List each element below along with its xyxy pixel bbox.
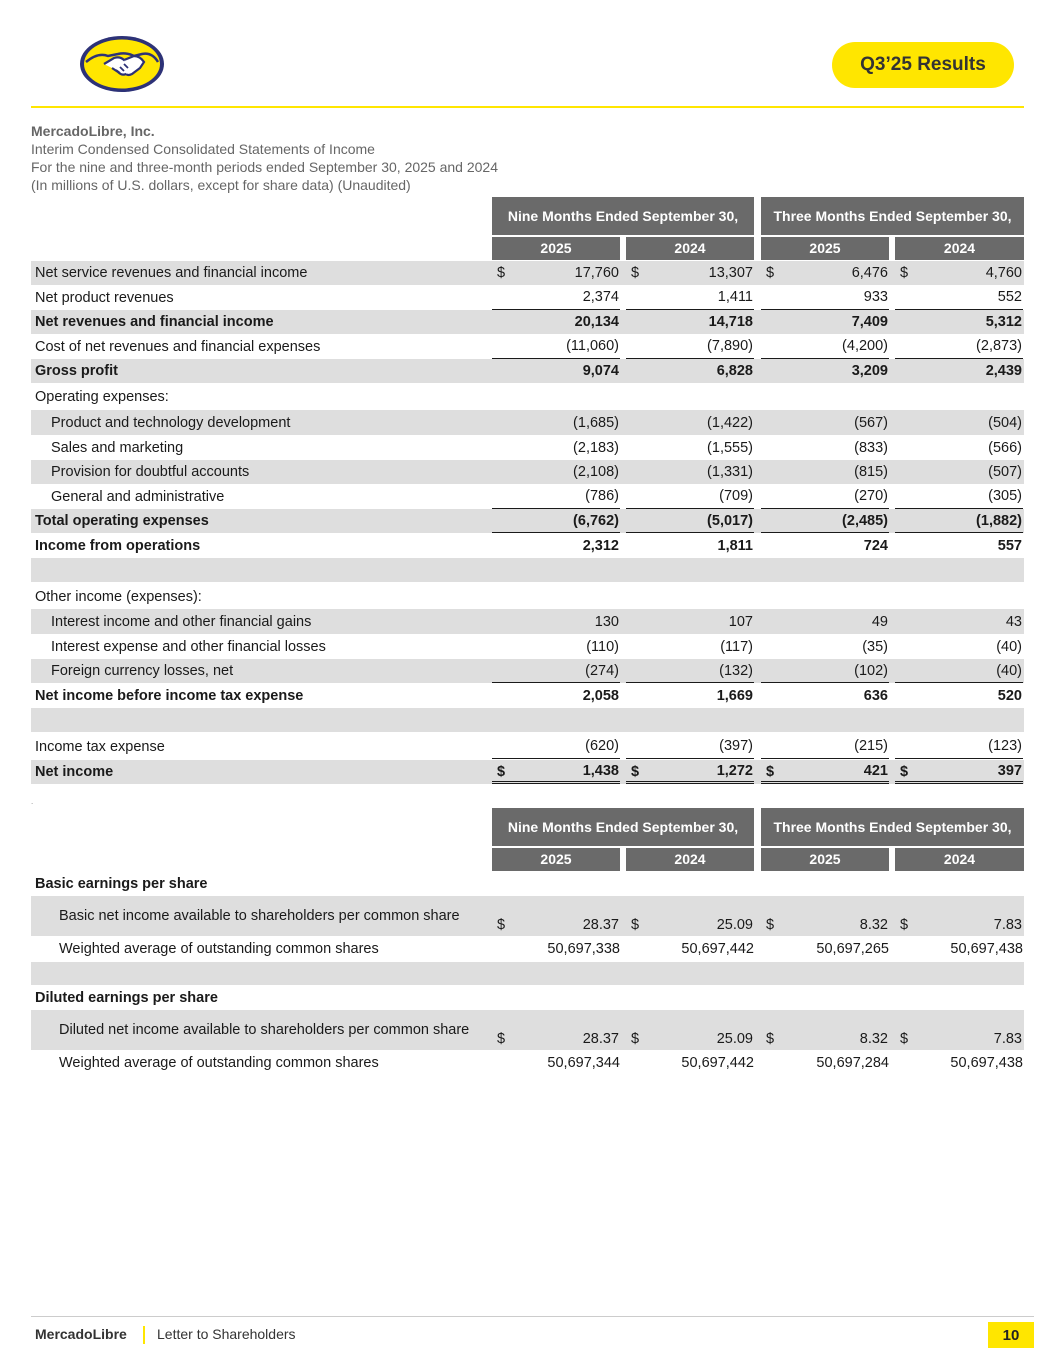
value-cell: 2,374 — [492, 285, 620, 310]
eps-year-header-3: 2025 — [761, 848, 889, 871]
value-cell: (132) — [626, 659, 754, 683]
value-cell: 49 — [871, 613, 888, 630]
value-cell: (40) — [895, 659, 1023, 683]
eps-nine-months-header: Nine Months Ended September 30, — [492, 808, 754, 846]
value-cell: (567) — [854, 414, 888, 431]
value-cell: 933 — [761, 285, 889, 310]
row-diluted-eps-heading — [31, 986, 1024, 1010]
value-cell: (110) — [586, 638, 619, 655]
row-label: Net product revenues — [35, 289, 174, 306]
company-name: MercadoLibre, Inc. — [31, 123, 155, 139]
row-label: Basic net income available to shareholders per common share — [59, 908, 460, 924]
value-cell: (1,685) — [573, 414, 619, 431]
row-label: Diluted net income available to shareholders per common share — [59, 1022, 470, 1038]
value-cell: 557 — [997, 537, 1022, 554]
row-label: Foreign currency losses, net — [51, 663, 234, 679]
row-label: Interest expense and other financial losses — [51, 638, 326, 655]
eps-three-months-header: Three Months Ended September 30, — [761, 808, 1024, 846]
row-diluted-net-income — [31, 1010, 1024, 1050]
row-label: Total operating expenses — [35, 513, 209, 529]
value-cell: 1,272 — [626, 760, 754, 784]
value-cell: (5,017) — [626, 509, 754, 533]
value-cell: (123) — [895, 734, 1023, 759]
row-label: Weighted average of outstanding common shares — [59, 1055, 379, 1071]
value-cell: 28.37 — [582, 917, 619, 933]
value-cell: (270) — [761, 484, 889, 509]
currency-symbol: $ — [900, 764, 909, 780]
row-spacer-2 — [31, 708, 1024, 732]
value-cell: (1,555) — [707, 439, 753, 456]
value-cell: 50,697,442 — [681, 941, 754, 957]
value-cell: 520 — [997, 687, 1022, 704]
currency-symbol: $ — [900, 1031, 909, 1047]
value-cell: 50,697,442 — [681, 1055, 754, 1071]
currency-symbol: $ — [497, 917, 506, 933]
value-cell: 1,411 — [626, 285, 754, 310]
row-label: Product and technology development — [51, 414, 291, 431]
currency-symbol: $ — [497, 265, 506, 281]
row-net-income — [31, 760, 1024, 784]
row-income-from-operations — [31, 533, 1024, 558]
value-cell: (507) — [988, 464, 1022, 480]
value-cell: (305) — [895, 484, 1023, 509]
value-cell: 8.32 — [859, 1031, 888, 1047]
value-cell: (7,890) — [626, 334, 754, 359]
value-cell: (709) — [626, 484, 754, 509]
row-provision-doubtful — [31, 460, 1024, 484]
value-cell: 20,134 — [574, 314, 619, 330]
row-label: Net service revenues and financial income — [35, 265, 308, 281]
row-general-admin — [31, 484, 1024, 509]
year-header-1: 2025 — [492, 237, 620, 260]
mercadolibre-logo — [78, 34, 166, 94]
value-cell: 43 — [1005, 613, 1022, 630]
value-cell: 13,307 — [708, 265, 753, 281]
value-cell: 50,697,284 — [816, 1055, 889, 1071]
currency-symbol: $ — [900, 265, 909, 281]
statement-period: For the nine and three-month periods ended September 30, 2025 and 2024 — [31, 159, 498, 175]
value-cell: 28.37 — [582, 1031, 619, 1047]
currency-symbol: $ — [497, 1031, 506, 1047]
value-cell: (620) — [492, 734, 620, 759]
value-cell: 1,438 — [492, 760, 620, 784]
statement-name: Interim Condensed Consolidated Statements of Income — [31, 141, 375, 157]
year-header-4: 2024 — [895, 237, 1024, 260]
row-label: Net revenues and financial income — [35, 314, 274, 330]
value-cell: 4,760 — [985, 265, 1022, 281]
quarter-badge: Q3’25 Results — [832, 42, 1014, 88]
value-cell: 1,669 — [716, 687, 753, 704]
row-operating-expenses-heading — [31, 383, 1024, 410]
row-label: Interest income and other financial gains — [51, 613, 312, 630]
statement-titles — [31, 122, 498, 194]
eps-year-header-2: 2024 — [626, 848, 754, 871]
value-cell: (1,882) — [895, 509, 1023, 533]
row-label: Cost of net revenues and financial expenses — [35, 338, 321, 355]
row-basic-net-income — [31, 896, 1024, 936]
row-sales-marketing — [31, 435, 1024, 460]
value-cell: 50,697,344 — [547, 1055, 620, 1071]
value-cell: 2,439 — [985, 363, 1022, 379]
value-cell: (504) — [988, 414, 1022, 431]
value-cell: 3,209 — [851, 363, 888, 379]
value-cell: 50,697,338 — [547, 941, 620, 957]
row-label: Net income — [35, 764, 114, 780]
value-cell: (102) — [761, 659, 889, 683]
value-cell: (11,060) — [492, 334, 620, 359]
footer-subtitle: Letter to Shareholders — [157, 1326, 296, 1342]
row-label: Income from operations — [35, 537, 201, 554]
value-cell: 397 — [895, 760, 1023, 784]
row-label: General and administrative — [51, 488, 225, 505]
currency-symbol: $ — [631, 265, 640, 281]
currency-symbol: $ — [766, 1031, 775, 1047]
nine-months-header: Nine Months Ended September 30, — [492, 197, 754, 235]
value-cell: 50,697,438 — [950, 1055, 1023, 1071]
value-cell: (117) — [720, 638, 753, 655]
eps-year-header-4: 2024 — [895, 848, 1024, 871]
row-net-product-revenues — [31, 285, 1024, 310]
header-divider — [31, 106, 1024, 108]
row-label: Other income (expenses): — [35, 588, 202, 605]
eps-year-header-1: 2025 — [492, 848, 620, 871]
row-label: Diluted earnings per share — [35, 990, 218, 1006]
row-foreign-currency — [31, 659, 1024, 683]
value-cell: 421 — [761, 760, 889, 784]
footer-brand: MercadoLibre — [35, 1326, 127, 1342]
value-cell: 107 — [728, 613, 753, 630]
row-product-technology — [31, 410, 1024, 435]
value-cell: (397) — [626, 734, 754, 759]
value-cell: 5,312 — [985, 314, 1022, 330]
value-cell: 17,760 — [574, 265, 619, 281]
value-cell: (2,485) — [761, 509, 889, 533]
row-total-operating-expenses — [31, 509, 1024, 533]
row-label: Sales and marketing — [51, 439, 184, 456]
statement-units: (In millions of U.S. dollars, except for share data) (Unaudited) — [31, 177, 411, 193]
value-cell: 7,409 — [851, 314, 888, 330]
value-cell: 9,074 — [582, 363, 619, 379]
row-spacer-1 — [31, 558, 1024, 582]
currency-symbol: $ — [900, 917, 909, 933]
value-cell: (566) — [988, 439, 1022, 456]
value-cell: (274) — [492, 659, 620, 683]
value-cell: 1,811 — [717, 537, 753, 554]
value-cell: 7.83 — [993, 1031, 1022, 1047]
value-cell: 50,697,438 — [950, 941, 1023, 957]
value-cell: (1,422) — [707, 414, 753, 431]
currency-symbol: $ — [766, 764, 775, 780]
value-cell: (35) — [862, 638, 888, 655]
value-cell: 552 — [895, 285, 1023, 310]
row-gross-profit — [31, 359, 1024, 383]
value-cell: 6,828 — [716, 363, 753, 379]
value-cell: 7.83 — [993, 917, 1022, 933]
value-cell: 636 — [863, 687, 888, 704]
row-net-revenues — [31, 310, 1024, 334]
currency-symbol: $ — [497, 764, 506, 780]
value-cell: (1,331) — [707, 464, 753, 480]
value-cell: 130 — [594, 613, 619, 630]
footer-separator — [143, 1326, 145, 1344]
year-header-3: 2025 — [761, 237, 889, 260]
currency-symbol: $ — [766, 265, 775, 281]
row-net-service-revenues — [31, 261, 1024, 285]
row-label: Income tax expense — [35, 738, 165, 755]
currency-symbol: $ — [631, 1031, 640, 1047]
row-other-income-heading — [31, 584, 1024, 609]
row-label: Basic earnings per share — [35, 876, 208, 892]
value-cell: 25.09 — [716, 1031, 753, 1047]
row-interest-income — [31, 609, 1024, 634]
row-label: Gross profit — [35, 363, 118, 379]
row-label: Operating expenses: — [35, 388, 169, 405]
value-cell: 14,718 — [708, 314, 753, 330]
row-net-income-before-tax — [31, 683, 1024, 708]
row-diluted-shares — [31, 1050, 1024, 1076]
year-header-2: 2024 — [626, 237, 754, 260]
row-basic-shares — [31, 936, 1024, 962]
value-cell: 6,476 — [851, 265, 888, 281]
row-interest-expense — [31, 634, 1024, 659]
value-cell: (2,108) — [573, 464, 619, 480]
value-cell: (815) — [854, 464, 888, 480]
row-basic-eps-heading — [31, 872, 1024, 896]
row-spacer-3 — [31, 962, 1024, 985]
value-cell: 25.09 — [716, 917, 753, 933]
value-cell: 8.32 — [859, 917, 888, 933]
value-cell: (6,762) — [492, 509, 620, 533]
currency-symbol: $ — [631, 917, 640, 933]
row-income-tax-expense — [31, 734, 1024, 759]
value-cell: (4,200) — [761, 334, 889, 359]
value-cell: (2,873) — [895, 334, 1023, 359]
currency-symbol: $ — [631, 764, 640, 780]
page-number: 10 — [988, 1322, 1034, 1348]
value-cell: (2,183) — [573, 439, 619, 456]
value-cell: (215) — [761, 734, 889, 759]
three-months-header: Three Months Ended September 30, — [761, 197, 1024, 235]
value-cell: (833) — [854, 439, 888, 456]
value-cell: 2,312 — [582, 537, 619, 554]
value-cell: (786) — [492, 484, 620, 509]
value-cell: 50,697,265 — [816, 941, 889, 957]
value-cell: 2,058 — [582, 687, 619, 704]
value-cell: 724 — [863, 537, 888, 554]
row-label: Weighted average of outstanding common shares — [59, 941, 379, 957]
currency-symbol: $ — [766, 917, 775, 933]
footer-divider — [31, 1316, 1034, 1317]
row-label: Provision for doubtful accounts — [51, 464, 250, 480]
row-label: Net income before income tax expense — [35, 687, 304, 704]
row-cost-of-revenues — [31, 334, 1024, 359]
value-cell: (40) — [996, 638, 1022, 655]
